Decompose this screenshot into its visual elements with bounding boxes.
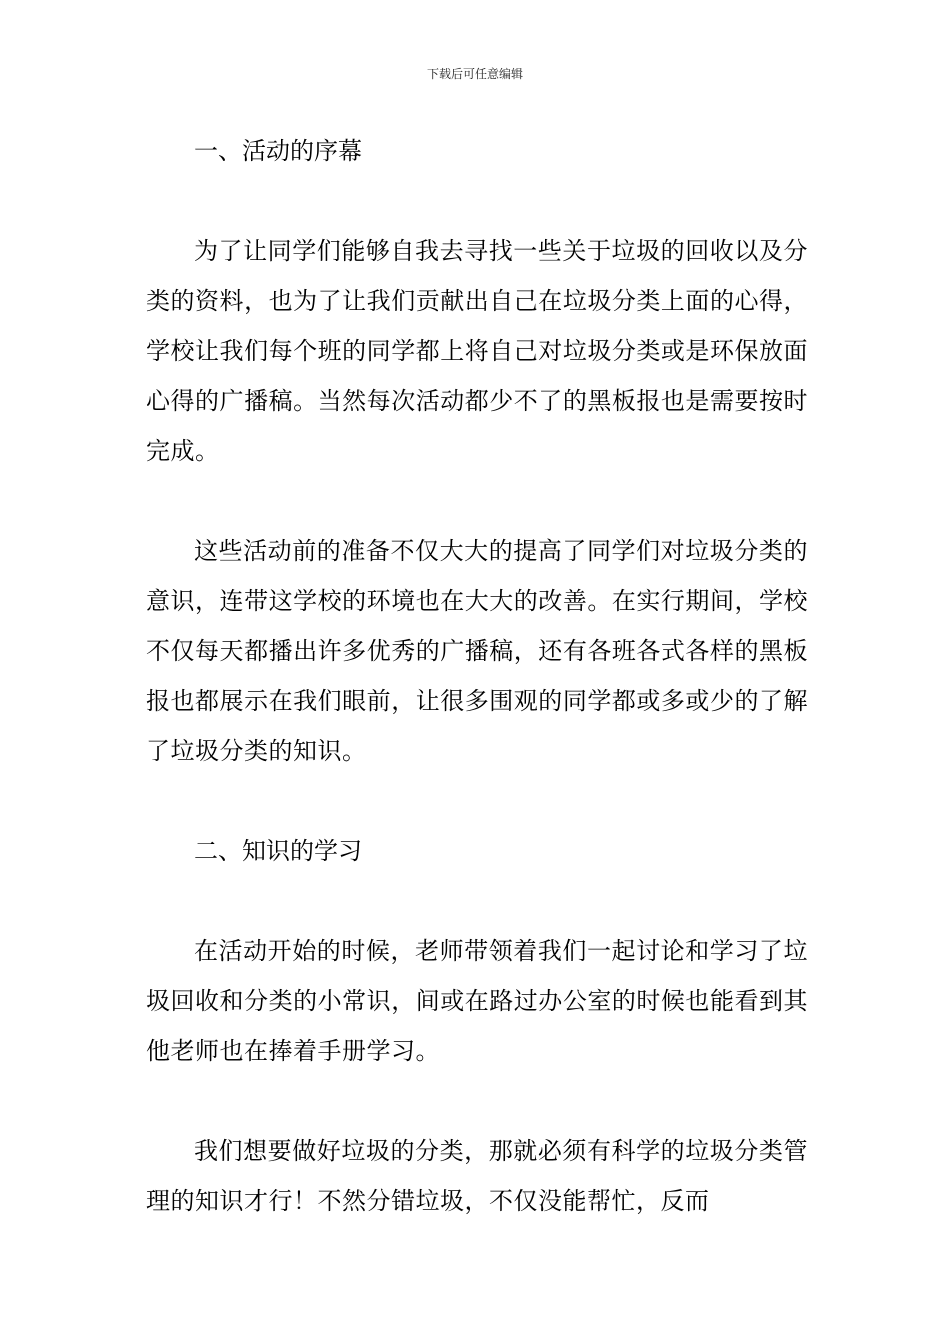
paragraph-2: 这些活动前的准备不仅大大的提高了同学们对垃圾分类的意识，连带这学校的环境也在大大的改善。在实行期间，学校不仅每天都播出许多优秀的广播稿，还有各班各式各样的黑板报也都展示在我们眼前，让很多围观的同学都或多或少的了解了垃圾分类的知识。 [146, 537, 808, 765]
section-heading-1: 一、活动的序幕 [194, 137, 362, 165]
page-header: 下载后可任意编辑 [426, 67, 523, 81]
spacer [146, 876, 808, 926]
spacer [146, 776, 808, 826]
paragraph-4: 我们想要做好垃圾的分类，那就必须有科学的垃圾分类管理的知识才行！不然分错垃圾，不仅没能帮忙，反而 [146, 1137, 808, 1215]
document-body [146, 126, 808, 1226]
spacer [146, 1076, 808, 1126]
spacer [146, 176, 808, 226]
spacer [146, 476, 808, 526]
paragraph-1: 为了让同学们能够自我去寻找一些关于垃圾的回收以及分类的资料，也为了让我们贡献出自己在垃圾分类上面的心得，学校让我们每个班的同学都上将自己对垃圾分类或是环保放面心得的广播稿。当然每次活动都少不了的黑板报也是需要按时完成。 [146, 237, 808, 465]
section-heading-2: 二、知识的学习 [194, 837, 362, 865]
paragraph-3: 在活动开始的时候，老师带领着我们一起讨论和学习了垃圾回收和分类的小常识，间或在路过办公室的时候也能看到其他老师也在捧着手册学习。 [146, 937, 808, 1065]
